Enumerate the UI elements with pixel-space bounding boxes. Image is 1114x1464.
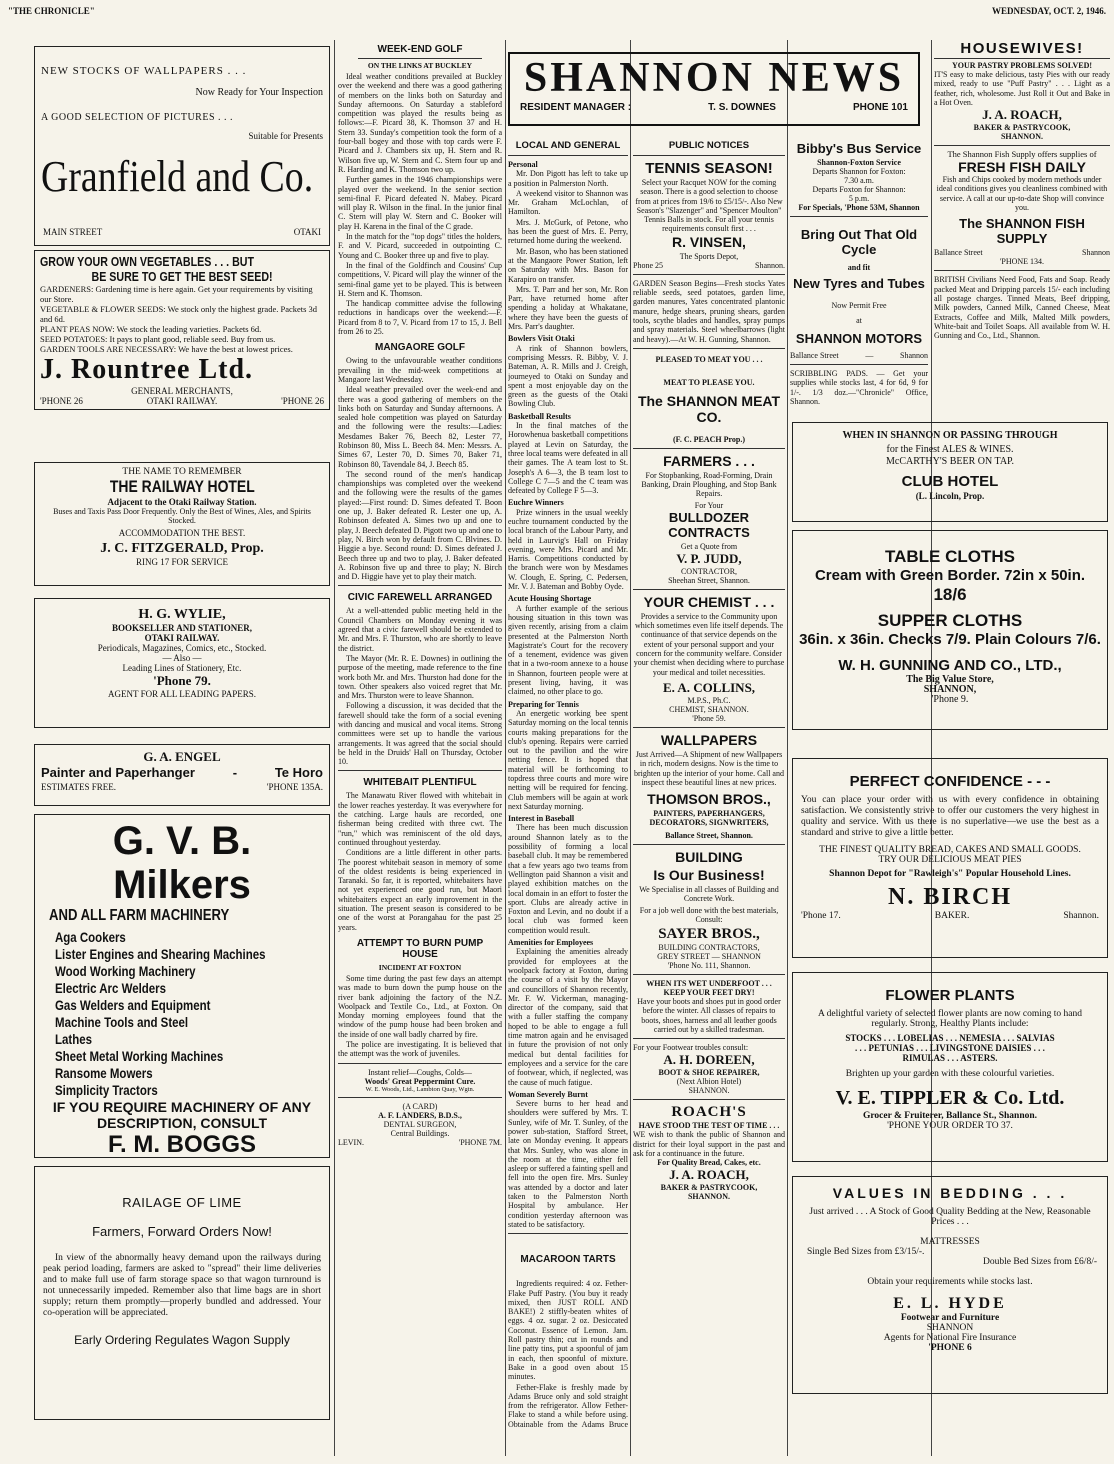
whitebait-heading: WHITEBAIT PLENTIFUL bbox=[363, 777, 477, 789]
golf-para: In the final of the Goldfinch and Cousins' Cup competitions, V. Picard will play the winner of the semi-final game yet to be played. This is between H. Stern and K. Thomson. bbox=[338, 260, 502, 298]
milkers-item: Aga Cookers bbox=[55, 929, 126, 945]
fish-body: Fish and Chips cooked by modern methods under ideal conditions gives you cleanliness combined with service. A call at our up-to-date Shop will convince you. bbox=[936, 175, 1108, 213]
railway-line2: Adjacent to the Otaki Railway Station. bbox=[107, 497, 257, 507]
bibby-line5: For Specials, 'Phone 53M, Shannon bbox=[798, 203, 920, 212]
local-para: A further example of the serious housing situation in this town was given recently, arising from a claim presented at the Palmerston North Magistrate's Court for the recovery of a tenement, evidence was given that in a two-room annexe to a house in Shannon, fourteen people were at present living, having, it was claimed, no other place to go. bbox=[508, 603, 628, 697]
housewives-name: J. A. ROACH, bbox=[982, 107, 1062, 123]
collins-name: E. A. COLLINS, bbox=[662, 679, 756, 695]
wet-consult: For your Footwear troubles consult: bbox=[633, 1043, 749, 1053]
wet-heading: WHEN ITS WET UNDERFOOT . . . bbox=[646, 979, 772, 989]
local-para: Mr. Bason, who has been stationed at the Mangaore Power Station, left on Saturday with Mrs. Bason for Karapiro on transfer. bbox=[508, 246, 628, 284]
cycle-line5: at bbox=[856, 316, 862, 325]
building-subheading: Is Our Business! bbox=[653, 867, 765, 884]
dentist-town: LEVIN. bbox=[338, 1137, 364, 1147]
bedding-single: Single Bed Sizes from £3/15/-. bbox=[807, 1247, 925, 1257]
flowers-list1: STOCKS . . . LOBELIAS . . . NEMESIA . . . SALVIAS bbox=[845, 1033, 1055, 1043]
engel-phone: 'PHONE 135A. bbox=[266, 782, 323, 792]
scribbling-notice: SCRIBBLING PADS. — Get your supplies while stocks last, 4 for 6d, 9 for 1/-. 1/3 doz.—"Chronicle" Office, Shannon. bbox=[790, 369, 928, 406]
roach-quality: For Quality Bread, Cakes, etc. bbox=[657, 1158, 761, 1168]
cycle-town: Shannon bbox=[900, 351, 928, 360]
tippler-ad bbox=[792, 972, 1108, 1162]
pump-subheading: INCIDENT AT FOXTON bbox=[378, 962, 462, 972]
tennis-body: Select your Racquet NOW for the coming season. There is a good selection to choose from at prices from 19/6 to £5/15/-. Also New Season's "Slazenger" and "Spencer Moulton" Tennis Balls in stock. For all your tennis requirements consult first . . . bbox=[635, 178, 783, 234]
housewives-heading: HOUSEWIVES! bbox=[934, 40, 1110, 59]
birch-town: Shannon. bbox=[1063, 911, 1099, 921]
rountree-line3: PLANT PEAS NOW: We stock the leading varieties. Packets 6d. bbox=[40, 324, 262, 334]
judd-street: Sheehan Street, Shannon. bbox=[668, 575, 750, 585]
rountree-line2: VEGETABLE & FLOWER SEEDS: We stock only the highest grade. Packets 3d and 6d. bbox=[40, 304, 318, 324]
rountree-headline2: BE SURE TO GET THE BEST SEED! bbox=[91, 269, 273, 284]
local-subhead: Basketball Results bbox=[508, 411, 571, 421]
local-subhead: Acute Housing Shortage bbox=[508, 594, 592, 604]
milkers-item: Lathes bbox=[55, 1031, 93, 1047]
granfield-name: Granfield and Co. bbox=[41, 152, 314, 201]
doreen-title: BOOT & SHOE REPAIRER, bbox=[658, 1068, 760, 1078]
bus-column: Bibby's Bus Service Shannon-Foxton Service Departs Shannon for Foxton: 7.30 a.m. Departs Foxton for Shannon: 5 p.m. For Specials, 'Phone 53M, Shannon Bring Out That Old Cycle and fit New Tyres and Tubes Now Permit Free at SHANNON MOTORS Ballance Street — Shannon SCRIBBLING PADS. — Get your supplies while stocks last, 4 for 6d, 9 for 1/-. 1/3 doz.—"Chronicle" Office, Shannon. bbox=[790, 141, 928, 406]
table-cloths-ad bbox=[792, 530, 1108, 730]
chemist-heading: YOUR CHEMIST . . . bbox=[643, 593, 775, 610]
cycle-line3: New Tyres and Tubes bbox=[793, 276, 925, 291]
granfield-line1: NEW STOCKS OF WALLPAPERS . . . bbox=[41, 65, 247, 77]
housewives-subheading: YOUR PASTRY PROBLEMS SOLVED! bbox=[951, 61, 1093, 70]
railway-prop: J. C. FITZGERALD, Prop. bbox=[100, 541, 264, 556]
local-subhead: Euchre Winners bbox=[508, 498, 564, 508]
paper-name: "THE CHRONICLE" bbox=[8, 6, 95, 16]
local-subhead: Preparing for Tennis bbox=[508, 699, 579, 709]
bulldozer-quote: Get a Quote from bbox=[680, 541, 738, 551]
tippler-name: V. E. TIPPLER & Co. Ltd. bbox=[835, 1087, 1065, 1109]
macaroon-para: Ingredients required: 4 oz. Fether-Flake Puff Pastry. (You buy it ready mixed, then JUST ROLL AND BAKE!) 2 stiffly-beaten whites of eggs. 4 oz. sugar. 2 oz. Desiccated Coconut. Essence of Lemon. Jam. Roll pastry thin; cut in rounds and line patty tins, put a spoonful of jam in each, then spoonful of mixture. Bake in a good oven about 15 minutes. bbox=[508, 1279, 628, 1382]
lime-body: In view of the abnormally heavy demand upon the railways during peak period loading, farmers are asked to "spread" their lime deliveries and to make full use of farm storage space so that wagon turnround is not unnecessarily impeded. Remember also that lime bags are in short supply; return them promptly—properly bundled and addressed. Your co-operation will be appreciated. bbox=[43, 1253, 321, 1318]
granfield-ad bbox=[34, 46, 330, 246]
cloths-line2: 36in. x 36in. Checks 7/9. Plain Colours 7/6. bbox=[799, 631, 1101, 648]
bibby-line4: 5 p.m. bbox=[848, 194, 870, 203]
sports-column bbox=[338, 44, 502, 1430]
club-line3: McCARTHY'S BEER ON TAP. bbox=[885, 456, 1014, 467]
cycle-street: Ballance Street bbox=[790, 351, 839, 360]
woods-ad-line1: Instant relief—Coughs, Colds— bbox=[368, 1067, 472, 1077]
club-line2: for the Finest ALES & WINES. bbox=[886, 444, 1014, 455]
roach-town: SHANNON. bbox=[687, 1192, 730, 1202]
housewives-body: IT'S easy to make delicious, tasty Pies with our ready mixed, ready to use "Puff Pastry" . . . Light as a feather, rich, wholesome. Just Roll it Out and Bake in a Hot Oven. bbox=[934, 70, 1110, 107]
lime-ad bbox=[34, 1166, 330, 1420]
local-para: Mrs. J. McGurk, of Petone, who has been the guest of Mrs. E. Perry, returned home during the weekend. bbox=[508, 217, 628, 246]
vinsen-depot: The Sports Depot, bbox=[679, 251, 739, 261]
building-body2: For a job well done with the best materials, Consult: bbox=[639, 906, 779, 925]
local-para: There has been much discussion around Shannon lately as to the possibility of forming a local baseball club. It may be remembered that a few years ago two teams from Wellington paid Shannon a visit and played exhibition matches on the local domain in an effort to foster the sport. Clubs are already active in Foxton and Levin, and no doubt if a local club was formed keen competition would result. bbox=[508, 823, 628, 935]
railway-hotel-ad bbox=[34, 462, 330, 586]
meat-prop: (F. C. PEACH Prop.) bbox=[673, 434, 745, 444]
meat-line2: MEAT TO PLEASE YOU. bbox=[663, 377, 755, 387]
fish-intro: The Shannon Fish Supply offers supplies of bbox=[947, 149, 1097, 160]
bibby-service: Shannon-Foxton Service bbox=[817, 158, 901, 167]
rountree-gm: GENERAL MERCHANTS, bbox=[131, 386, 233, 396]
vinsen-town: Shannon. bbox=[755, 260, 785, 270]
collins-quals: M.P.S., Ph.C. bbox=[687, 695, 731, 705]
rountree-ad bbox=[34, 250, 330, 410]
gunning-store: The Big Value Store, bbox=[906, 674, 994, 685]
wylie-line3: Periodicals, Magazines, Comics, etc., Stocked. bbox=[97, 643, 267, 653]
milkers-name: G. V. B. Milkers bbox=[112, 819, 252, 907]
wylie-line1: BOOKSELLER AND STATIONER, bbox=[112, 623, 252, 633]
dentist-title: DENTAL SURGEON, bbox=[383, 1119, 457, 1129]
hyde-ad bbox=[792, 1176, 1108, 1394]
british-notice: BRITISH Civilians Need Food, Fats and Soap. Ready packed Meat and Dripping parcels 15/- each including all postage charges. Tinned Meats, Beef dripping, Milk powders, Canned Milk, Canned Cheese, Meat Extracts, Coffee and Milk, Malted Milk powders, White-bait and Toilet Soaps. All available from W. H. Gunning and Co., Ltd., Shannon. bbox=[934, 275, 1110, 341]
judd-title: CONTRACTOR, bbox=[680, 566, 738, 576]
gunning-name: W. H. GUNNING AND CO., LTD., bbox=[838, 657, 1062, 674]
flowers-list2: . . . PETUNIAS . . . LIVINGSTONE DAISIES . . . bbox=[855, 1043, 1045, 1053]
fish-street: Ballance Street bbox=[934, 248, 983, 258]
birch-line1: THE FINEST QUALITY BREAD, CAKES AND SMALL GOODS. bbox=[819, 845, 1081, 855]
rountree-line4: SEED POTATOES: It pays to plant good, reliable seed. Buy from us. bbox=[40, 334, 276, 344]
farmers-heading: FARMERS . . . bbox=[663, 452, 755, 469]
pump-para: Some time during the past few days an attempt was made to burn down the pump house on the river bank adjoining the factory of the N.Z. Woolpack and Textile Co., Ltd., at Foxton. On Monday morning employees found that the window of the pump house had been broken and the inside of one wall badly charred by fire. bbox=[338, 973, 502, 1039]
wylie-name: H. G. WYLIE, bbox=[138, 607, 226, 622]
flowers-list3: RIMULAS . . . ASTERS. bbox=[902, 1053, 998, 1063]
roach-subheading: HAVE STOOD THE TEST OF TIME . . . bbox=[638, 1121, 780, 1131]
thomson-trades: PAINTERS, PAPERHANGERS, DECORATORS, SIGNWRITERS, bbox=[649, 809, 769, 828]
macaroon-para: Fether-Flake is freshly made by Adams Bruce only and sold straight from the refrigerator. Allow Fether-Flake to stand a while before using. Obtainable from the Adams Bruce bbox=[508, 1382, 628, 1429]
rountree-line1: GARDENERS: Gardening time is here again. Get your requirements by visiting our Store. bbox=[40, 284, 313, 304]
vinsen-phone: Phone 25 bbox=[633, 260, 663, 270]
collins-title: CHEMIST, SHANNON. bbox=[669, 704, 749, 714]
cloths-heading2: SUPPER CLOTHS bbox=[877, 611, 1023, 630]
dentist-phone: 'PHONE 7M. bbox=[458, 1137, 502, 1147]
bibby-line2: 7.30 a.m. bbox=[844, 176, 874, 185]
masthead-manager-label: RESIDENT MANAGER : bbox=[520, 102, 632, 113]
dentist-name: A. F. LANDERS, B.D.S., bbox=[378, 1110, 462, 1120]
local-para: An energetic working bee spent Saturday morning on the local tennis courts making preparations for the club's opening. Repairs were carried out to the pavilion and the wire netting fence. It is hoped that material will be forthcoming to topdress three courts and more wire netting will be required for fencing. Club members will be again at work next Saturday morning. bbox=[508, 708, 628, 811]
rountree-railway: OTAKI RAILWAY. bbox=[146, 396, 218, 406]
rountree-phone2: 'PHONE 26 bbox=[281, 396, 324, 406]
farmers-foryour: For Your bbox=[694, 500, 724, 510]
bedding-line1: Just arrived . . . A Stock of Good Quality Bedding at the New, Reasonable Prices . . . bbox=[809, 1207, 1091, 1227]
granfield-street: MAIN STREET bbox=[43, 227, 103, 237]
railway-line1: THE NAME TO REMEMBER bbox=[122, 467, 242, 477]
wallpapers-heading: WALLPAPERS bbox=[660, 731, 758, 748]
tippler-address: Grocer & Fruiterer, Ballance St., Shannon. bbox=[862, 1111, 1038, 1121]
farewell-para: Following a discussion, it was decided that the farewell should take the form of a social evening with dancing and musical and vocal items. Strong committees were set up to handle the various arrangements. It was agreed that the social should be held in the Druids' Hall on Thursday, October 10. bbox=[338, 701, 502, 767]
fish-column bbox=[934, 40, 1110, 420]
hyde-agents: Agents for National Fire Insurance bbox=[883, 1333, 1017, 1343]
local-subhead: Woman Severely Burnt bbox=[508, 1089, 588, 1099]
gunning-town: SHANNON, bbox=[923, 684, 977, 695]
local-para: In the final matches of the Horowhenua basketball competitions played at Levin on Saturday, the three local teams were defeated in all their games. The A team lost to St. Joseph's A 6—3, the B team lost to College C 7—5 and the C team was defeated by College F 5—3. bbox=[508, 421, 628, 496]
birch-name: N. BIRCH bbox=[887, 884, 1012, 910]
railway-name: THE RAILWAY HOTEL bbox=[109, 477, 255, 496]
rountree-phone1: 'PHONE 26 bbox=[40, 396, 83, 406]
local-para: Explaining the amenities already provided for employees at the woolpack factory at Foxton, during the course of a visit by the Mayor and councillors of Shannon recently, Mr. F. W. Vickerman, managing-director of the company, said that with a fuller staffing the company hoped to be able to engage a full time matron again and he envisaged in future the provision of not only medical but dental facilities for employees and a service for the care of footwear, which, if neglected, was the cause of much fatigue. bbox=[508, 947, 628, 1087]
railway-line3: Buses and Taxis Pass Door Frequently. Only the Best of Wines, Ales, and Spirits Stocked. bbox=[53, 507, 311, 525]
mangaore-heading: MANGAORE GOLF bbox=[375, 342, 465, 354]
mangaore-para: The second round of the men's handicap championships was completed over the weekend and the following were the results of the games played:—First round: D. Simes defeated T. Boon one up, J. Baker defeated R. Lester one up, A. Robinson defeated A. Simes two up and one to play, J. Beech defeated D. Pigott two up and one to play, N. Birch won by default from C. Blvines. D. Higgie a bye. Second round: D. Simes defeated J. Beech three up and two to play, J. Baker defeated A. Robinson five up and three to play; N. Birch and D. Higgie have yet to play their match. bbox=[338, 469, 502, 582]
engel-trade: Painter and Paperhanger bbox=[41, 765, 195, 780]
judd-name: V. P. JUDD, bbox=[676, 550, 742, 566]
granfield-line2: Now Ready for Your Inspection bbox=[195, 87, 323, 98]
woods-ad-line2: Woods' Great Peppermint Cure. bbox=[364, 1076, 476, 1086]
issue-date: WEDNESDAY, OCT. 2, 1946. bbox=[992, 6, 1106, 16]
farewell-para: At a well-attended public meeting held in the Council Chambers on Monday evening it was agreed that a civic farewell should be extended to Mr. and Mrs. F. Thurston, who are shortly to leave the district. bbox=[338, 606, 502, 653]
mangaore-para: Owing to the unfavourable weather conditions prevailing in the mid-week competitions at Mangaore last Wednesday. bbox=[338, 356, 502, 384]
building-body: We Specialise in all classes of Building and Concrete Work. bbox=[639, 885, 779, 904]
wallpapers-body: Just Arrived—A Shipment of new Wallpapers in rich, modern designs. Now is the time to brighten up the interior of your home. Call and inspect these beautiful lines at new prices. bbox=[634, 749, 784, 787]
bulldozer-heading: BULLDOZER CONTRACTS bbox=[668, 509, 750, 540]
farewell-heading: CIVIC FAREWELL ARRANGED bbox=[347, 592, 493, 604]
birch-heading: PERFECT CONFIDENCE - - - bbox=[849, 773, 1051, 790]
whitebait-para: Conditions are a little different in other parts. The poorest whitebait season in memory of some of the oldest residents is being experienced in Taranaki. So far, it is reported, whitebaiters have not yet experienced one good run, but Maori whitebaiters expect an early improvement in the situation. The present season is considered to be one of the worst at Porangahau for the past 25 years. bbox=[338, 848, 502, 932]
mangaore-para: Ideal weather prevailed over the week-end and there was a good gathering of members on the links both on Saturday and Sunday afternoons. A sealed hole competition was played on Saturday and the following were the results:—Ladies: Mesdames Baker 76, Beech 82, Lester 77, Robinson 80, Miss L. Beech 84. Men: Messrs. A. Simes 67, Lester 70, D. Simes 70, Baker 71, Robinson 80, Tavendale 84, J. Beech 85. bbox=[338, 385, 502, 469]
card-label: (A CARD) bbox=[402, 1101, 438, 1111]
woods-ad-line3: W. E. Woods, Ltd., Lambton Quay, Wgtn. bbox=[365, 1085, 475, 1093]
sayer-title: BUILDING CONTRACTORS, bbox=[658, 943, 760, 953]
cycle-heading: Bring Out That Old Cycle bbox=[800, 227, 918, 257]
tennis-heading: TENNIS SEASON! bbox=[645, 160, 773, 177]
wylie-phone: 'Phone 79. bbox=[153, 673, 211, 688]
milkers-item: Ransome Mowers bbox=[55, 1065, 153, 1081]
golf-para: Further games in the 1946 championships were played over the weekend. In the senior section semi-final F. Picard defeated N. Mabey. Picard will play R. Wilson in the final. In the junior final C. Stern will play W. Stern and C. Booker will play H. Karena in the final of the C grade. bbox=[338, 175, 502, 231]
collins-phone: 'Phone 59. bbox=[692, 713, 726, 723]
chemist-body: Provides a service to the Community upon which sometimes even life itself depends. The continuance of that service depends on the extent of your personal support and your concern for the community welfare. Consider your chemist when deciding where to purchase your medical and toilet necessities. bbox=[633, 611, 785, 677]
hyde-town: SHANNON bbox=[926, 1323, 974, 1333]
flowers-heading: FLOWER PLANTS bbox=[885, 987, 1015, 1004]
cycle-line4: Now Permit Free bbox=[831, 301, 887, 310]
thomson-street: Ballance Street, Shannon. bbox=[665, 831, 753, 841]
golf-subheading: ON THE LINKS AT BUCKLEY bbox=[367, 61, 473, 70]
notices-column bbox=[633, 138, 785, 1430]
birch-baker: BAKER. bbox=[934, 911, 970, 921]
farewell-para: The Mayor (Mr. R. E. Downes) in outlining the purpose of the meeting, made reference to the fine work both Mr. and Mrs. Thurston had done for the town. Other speakers also voiced regret that Mr. and Mrs. Thurston were to leave Shannon. bbox=[338, 653, 502, 701]
club-hotel-ad bbox=[792, 422, 1108, 522]
local-para: A rink of Shannon bowlers, comprising Messrs. R. Bibby, V. J. Bateman, A. R. Mills and J. Creigh, journeyed to Otaki on Sunday and spent a most enjoyable day on the green as the guests of the Otaki Bowling Club. bbox=[508, 343, 628, 409]
bedding-obtain: Obtain your requirements while stocks last. bbox=[867, 1277, 1033, 1287]
housewives-town: SHANNON. bbox=[1000, 132, 1043, 142]
wylie-line4: — Also — bbox=[162, 653, 202, 663]
rountree-name: J. Rountree Ltd. bbox=[40, 354, 254, 385]
rountree-headline1: GROW YOUR OWN VEGETABLES . . . BUT bbox=[40, 254, 255, 269]
local-para: Prize winners in the usual weekly euchre tournament conducted by the local branch of the Labour Party, and held in Laurvig's Hall on Friday evening, were Mrs. Picard and Mr. Harris. Competitions conducted by the branch were won by Mesdames W. Clough, E. Spring, C. Pedersen, Mr. V. J. Bateman and Bobby Oyde. bbox=[508, 507, 628, 592]
local-column bbox=[508, 138, 628, 1430]
fish-phone: 'PHONE 134. bbox=[999, 257, 1045, 267]
milkers-item: Machine Tools and Steel bbox=[55, 1014, 189, 1030]
engel-town: Te Horo bbox=[274, 765, 323, 780]
notices-heading: PUBLIC NOTICES bbox=[668, 140, 750, 151]
meat-company: The SHANNON MEAT CO. bbox=[637, 392, 781, 425]
garden-notice: GARDEN Season Begins—Fresh stocks Yates reliable seeds, seed potatoes, garden lime, garden manures, Yates concentrated plantonic manure, hedge shears, pruning shears, garden tools, scythe blades and handles, spray pumps and spray materials. Steel wheelbarrows (light and heavy).—At W. H. Gunning, Shannon. bbox=[633, 278, 785, 344]
golf-para: In the match for the "top dogs" titles the holders, F. and V. Picard, succeeded in outpointing C. Young and C. Booker three up and five to play. bbox=[338, 232, 502, 260]
birch-line3: Shannon Depot for "Rawleigh's" Popular Household Lines. bbox=[829, 869, 1071, 879]
local-para: A weekend visitor to Shannon was Mr. Graham McLochlan, of Hamilton. bbox=[508, 188, 628, 217]
railway-line4: ACCOMMODATION THE BEST. bbox=[118, 528, 246, 538]
bedding-heading: VALUES IN BEDDING . . . bbox=[832, 1185, 1068, 1201]
local-heading: LOCAL AND GENERAL bbox=[515, 140, 621, 151]
railway-ring: RING 17 FOR SERVICE bbox=[135, 557, 229, 567]
meat-line1: PLEASED TO MEAT YOU . . . bbox=[655, 354, 763, 364]
local-subhead: Interest in Baseball bbox=[508, 814, 575, 824]
sayer-name: SAYER BROS., bbox=[658, 926, 760, 943]
golf-para: The handicap committee advise the following reductions in handicaps over the weekend:—F. Picard from 8 to 7, V. Picard from 17 to 15, J. Bell from 26 to 25. bbox=[338, 299, 502, 337]
golf-heading: WEEK-END GOLF bbox=[377, 44, 463, 55]
roach-body: WE wish to thank the public of Shannon and district for their loyal support in the past and ask for a continuance in the future. bbox=[633, 1130, 785, 1158]
wylie-ad bbox=[34, 598, 330, 728]
doreen-name: A. H. DOREEN, bbox=[663, 1052, 755, 1068]
golf-para: Ideal weather conditions prevailed at Buckley over the weekend and there was a good gathering of members on the links both on Saturday and Sunday afternoons. On Saturday a stableford competition was played the results being as follows:—F. Picard 38, K. Thomson 37 and H. Stern 33. Sunday's competition took the form of a four-ball bogey and those with top cards were F. Picard and J. Chambers six up, H. Stern and R. Wilson five up, W. Stern and C. Stern four up and R. Harding and K. Thomson two up. bbox=[338, 72, 502, 174]
macaroon-heading: MACAROON TARTS bbox=[520, 1254, 616, 1266]
wylie-line5: Leading Lines of Stationery, Etc. bbox=[122, 663, 242, 673]
hyde-name: E. L. HYDE bbox=[893, 1295, 1007, 1312]
pump-heading: ATTEMPT TO BURN PUMP HOUSE bbox=[356, 937, 484, 960]
wylie-line2: OTAKI RAILWAY. bbox=[144, 633, 220, 643]
sayer-phone: 'Phone No. 111, Shannon. bbox=[667, 961, 751, 971]
milkers-ad bbox=[34, 814, 330, 1158]
doreen-town: SHANNON. bbox=[688, 1086, 730, 1096]
wet-body: Have your boots and shoes put in good order before the winter. All classes of repairs to boots, shoes, harness and all leather goods carried out by a skilled tradesman. bbox=[637, 997, 781, 1035]
milkers-line2: IF YOU REQUIRE MACHINERY OF ANY DESCRIPTION, CONSULT bbox=[52, 1099, 312, 1131]
lime-subheading: Farmers, Forward Orders Now! bbox=[92, 1224, 272, 1239]
dentist-building: Central Buildings. bbox=[390, 1128, 450, 1138]
milkers-boggs: F. M. BOGGS bbox=[107, 1131, 256, 1158]
masthead-phone: PHONE 101 bbox=[852, 102, 908, 113]
masthead-manager: T. S. DOWNES bbox=[708, 102, 776, 113]
engel-estimates: ESTIMATES FREE. bbox=[41, 782, 117, 792]
birch-phone: 'Phone 17. bbox=[801, 911, 841, 921]
local-subhead: Amenities for Employees bbox=[508, 938, 594, 948]
roach-title: BAKER & PASTRYCOOK, bbox=[660, 1183, 758, 1193]
milkers-item: Electric Arc Welders bbox=[55, 980, 167, 996]
masthead bbox=[508, 52, 920, 126]
flowers-body: A delightful variety of selected flower plants are now coming to hand regularly. Strong, Healthy Plants include: bbox=[817, 1009, 1083, 1029]
birch-body: You can place your order with us with every confidence in obtaining satisfaction. We consistently strive to offer our customers the very highest in quality and service. With us there is no superlative—we use the best as a standard and strive to give a little better. bbox=[801, 795, 1099, 838]
milkers-line1: AND ALL FARM MACHINERY bbox=[49, 907, 230, 924]
roach-name: J. A. ROACH, bbox=[669, 1167, 749, 1183]
club-prop: (L. Lincoln, Prop. bbox=[915, 491, 985, 501]
cloths-price1: 18/6 bbox=[933, 585, 967, 604]
milkers-item: Sheet Metal Working Machines bbox=[55, 1048, 224, 1064]
lime-heading: RAILAGE OF LIME bbox=[122, 1195, 242, 1210]
sayer-street: GREY STREET — SHANNON bbox=[657, 952, 761, 962]
bibby-line1: Departs Shannon for Foxton: bbox=[812, 167, 906, 176]
local-subhead: Personal bbox=[508, 160, 538, 169]
whitebait-para: The Manawatu River flowed with whitebait in the lower reaches yesterday. It was everywhere for the catching. Large hauls are recorded, one fisherman being credited with three cwt. The "run," which was reminiscent of the old days, continued throughout yesterday. bbox=[338, 791, 502, 847]
pump-para: The police are investigating. It is believed that the attempt was the work of juveniles. bbox=[338, 1040, 502, 1059]
cycle-motors: SHANNON MOTORS bbox=[795, 331, 923, 346]
milkers-item: Lister Engines and Shearing Machines bbox=[55, 946, 266, 962]
club-line1: WHEN IN SHANNON OR PASSING THROUGH bbox=[842, 430, 1058, 441]
doreen-address: (Next Albion Hotel) bbox=[676, 1077, 742, 1087]
birch-ad bbox=[792, 758, 1108, 958]
wylie-line6: AGENT FOR ALL LEADING PAPERS. bbox=[108, 689, 256, 699]
farmers-body: For Stopbanking, Road-Forming, Drain Banking, Drain Ploughing, and Stop Bank Repairs. bbox=[641, 470, 777, 498]
local-para: Mrs. T. Parr and her son, Mr. Ron Parr, have returned home after spending a holiday at Whakatane, where they have been the guests of Mrs. Parr's daughter. bbox=[508, 284, 628, 332]
wet-subheading: KEEP YOUR FEET DRY! bbox=[663, 988, 755, 998]
masthead-title: SHANNON NEWS bbox=[523, 55, 905, 101]
bedding-double: Double Bed Sizes from £6/8/- bbox=[983, 1257, 1097, 1267]
milkers-item: Simplicity Tractors bbox=[55, 1082, 158, 1098]
milkers-item: Gas Welders and Equipment bbox=[55, 997, 211, 1013]
bedding-mattresses: MATTRESSES bbox=[920, 1237, 980, 1247]
engel-ad: G. A. ENGEL Painter and Paperhanger - Te Horo ESTIMATES FREE. 'PHONE 135A. bbox=[34, 744, 330, 806]
granfield-line3: A GOOD SELECTION OF PICTURES . . . bbox=[41, 112, 234, 123]
building-heading: BUILDING bbox=[675, 849, 743, 866]
cloths-line1: Cream with Green Border. 72in x 50in. bbox=[814, 567, 1086, 584]
local-para: Mr. Don Pigott has left to take up a position in Palmerston North. bbox=[508, 169, 628, 188]
engel-name: G. A. ENGEL bbox=[143, 749, 221, 764]
running-header bbox=[0, 4, 1114, 20]
housewives-title: BAKER & PASTRYCOOK, bbox=[973, 123, 1071, 133]
roach-heading: ROACH'S bbox=[671, 1104, 747, 1121]
thomson-name: THOMSON BROS., bbox=[647, 791, 771, 808]
bibby-line3: Departs Foxton for Shannon: bbox=[812, 185, 906, 194]
fish-town: Shannon bbox=[1082, 248, 1110, 258]
tippler-phone: 'PHONE YOUR ORDER TO 37. bbox=[887, 1121, 1013, 1131]
granfield-town: OTAKI bbox=[293, 227, 321, 237]
local-subhead: Bowlers Visit Otaki bbox=[508, 334, 575, 344]
hyde-phone: 'PHONE 6 bbox=[928, 1343, 972, 1353]
local-para: Severe burns to her head and shoulders were suffered by Mrs. T. Sunley, wife of Mr. T. Sunley, of the power sub-station, Stafford Street, late on Monday evening. It appears that Mrs. Sunley, who was alone in the room at the time, either fell asleep or suffered a fainting spell and fell into the open fire. Mrs. Sunley was attended by a doctor and later taken to the Palmerston North Hospital by ambulance. Her condition yesterday afternoon was stated to be satisfactory. bbox=[508, 1099, 628, 1229]
bibby-heading: Bibby's Bus Service bbox=[796, 141, 922, 156]
fish-name: The SHANNON FISH SUPPLY bbox=[959, 216, 1085, 247]
rountree-line5: GARDEN TOOLS ARE NECESSARY: We have the best at lowest prices. bbox=[40, 344, 293, 354]
birch-line2: TRY OUR DELICIOUS MEAT PIES bbox=[878, 855, 1022, 865]
granfield-line4: Suitable for Presents bbox=[248, 131, 323, 141]
cycle-line2: and fit bbox=[847, 263, 871, 272]
club-name: CLUB HOTEL bbox=[901, 473, 999, 490]
hyde-trade: Footwear and Furniture bbox=[900, 1313, 1000, 1323]
cloths-heading1: TABLE CLOTHS bbox=[884, 547, 1015, 566]
fish-heading: FRESH FISH DAILY bbox=[958, 159, 1086, 176]
lime-footer: Early Ordering Regulates Wagon Supply bbox=[74, 1333, 290, 1347]
vinsen-name: R. VINSEN, bbox=[672, 233, 746, 250]
flowers-line: Brighten up your garden with these colourful varieties. bbox=[845, 1069, 1055, 1079]
gunning-phone: 'Phone 9. bbox=[931, 694, 969, 705]
milkers-item: Wood Working Machinery bbox=[55, 963, 196, 979]
